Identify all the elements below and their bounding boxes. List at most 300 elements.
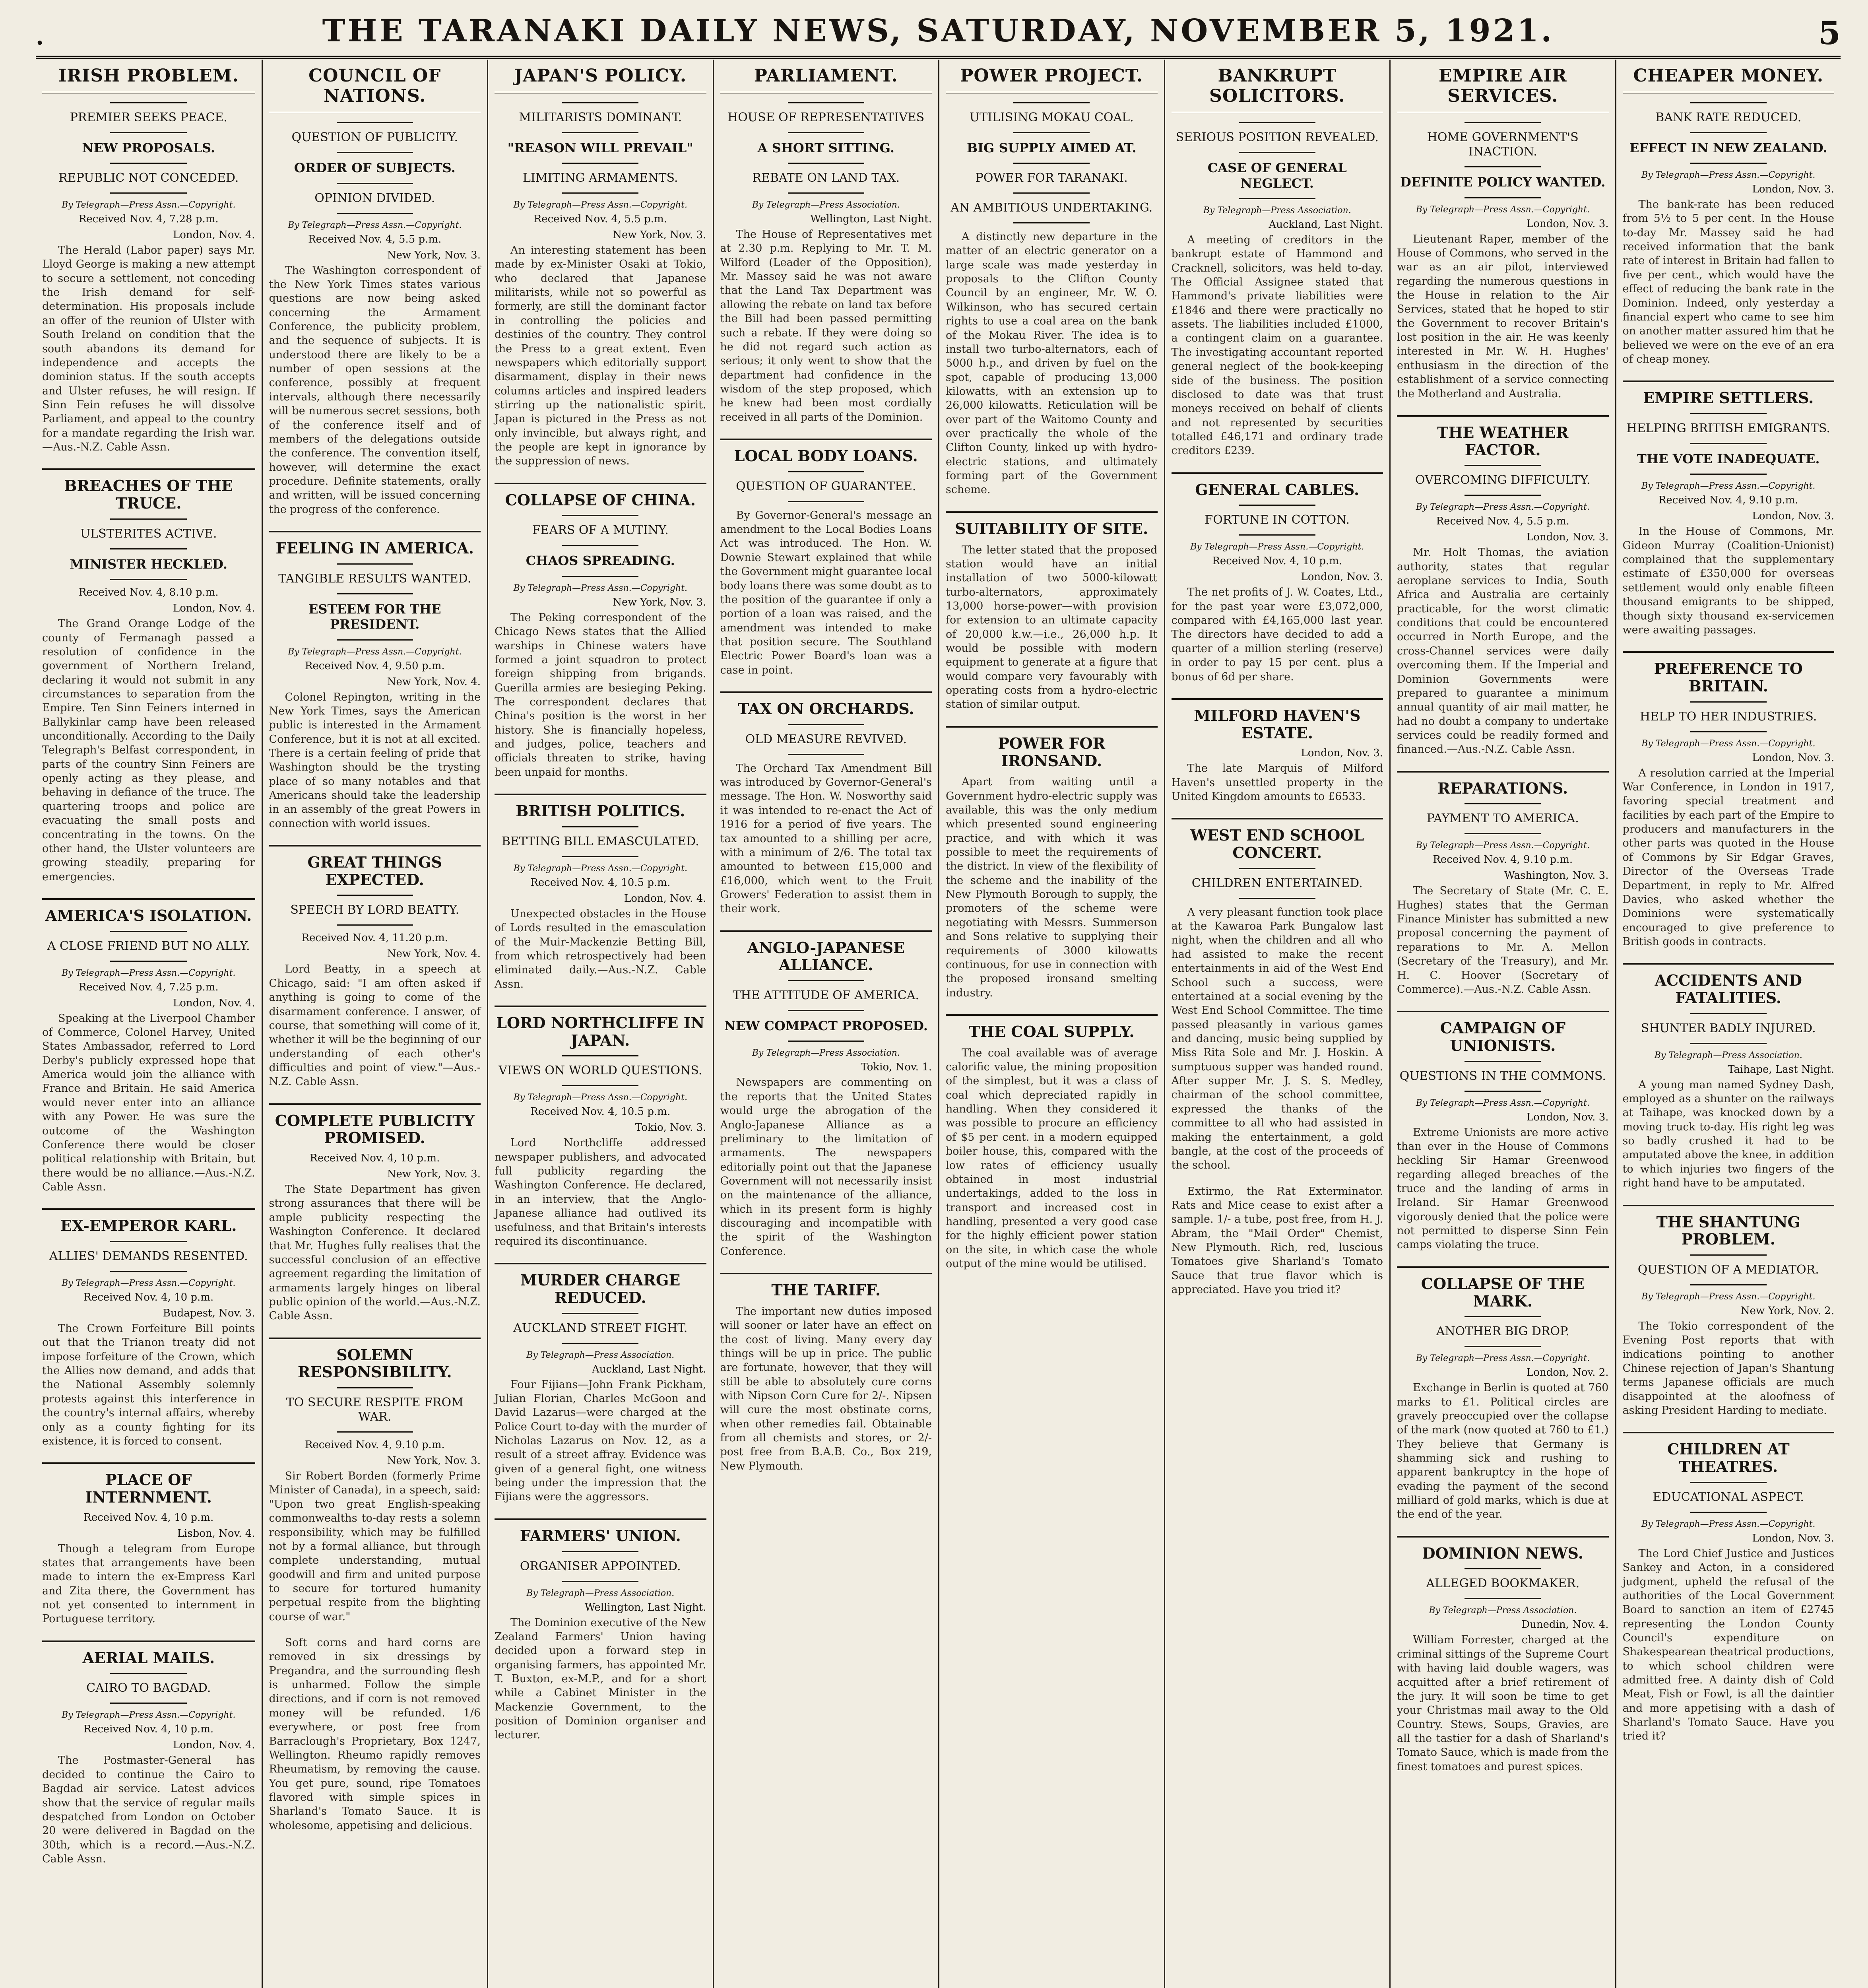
article xyxy=(495,1263,706,1504)
article xyxy=(495,1006,706,1248)
divider-rule xyxy=(788,192,864,194)
divider-rule xyxy=(337,563,413,565)
divider-rule xyxy=(1690,1482,1767,1483)
article-headline: ACCIDENTS AND FATALITIES. xyxy=(1623,963,1835,1006)
divider-rule xyxy=(337,1431,413,1433)
sub-headline: REBATE ON LAND TAX. xyxy=(752,171,900,185)
sub-headline: QUESTION OF GUARANTEE. xyxy=(736,479,916,493)
article-body: Sir Robert Borden (formerly Prime Minister of Canada), in a speech, said: "Upon two great English-speaking commonwealths to-day rests a solemn responsibility, which may be fulfilled not by a formal alliance, but through complete understanding, mutual goodwill and firm and united purpose to secure for tortured humanity perpetual respite from the blighting course of war." xyxy=(269,1470,481,1623)
column-3 xyxy=(487,60,713,1988)
newspaper-title: THE TARANAKI DAILY NEWS, SATURDAY, NOVEMBER 5, 1921. xyxy=(322,13,1554,49)
dateline: London, Nov. 4. xyxy=(173,602,255,615)
dateline: London, Nov. 4. xyxy=(173,997,255,1009)
divider-rule xyxy=(788,980,864,981)
article-body: The Dominion executive of the New Zealand Farmers' Union having decided upon a forward step in organising farmers, has appointed Mr. T. Buxton, ex-M.P., and for a short while a Cabinet Minister in the Mackenzie Government, to the position of Dominion organiser and lecturer. xyxy=(495,1616,706,1741)
dateline: London, Nov. 3. xyxy=(1752,510,1834,522)
column-1 xyxy=(36,60,262,1988)
divider-rule xyxy=(1013,102,1090,103)
divider-rule xyxy=(788,132,864,133)
divider-rule xyxy=(1239,152,1315,153)
divider-rule xyxy=(1465,1316,1541,1317)
article-body: Extirmo, the Rat Exterminator. Rats and Mice cease to exist after a sample. 1/- a tube, post free, from H. J. Abram, the "Mail Order" Chemist, New Plymouth. Rich, red, luscious Tomatoes give Sharland's Tomato Sauce that true flavor which is appreciated. Have you tried it? xyxy=(1171,1185,1383,1296)
dateline: London, Nov. 3. xyxy=(1752,751,1834,764)
divider-rule xyxy=(788,102,864,103)
divider-rule xyxy=(1465,495,1541,496)
dateline: New York, Nov. 3. xyxy=(387,249,481,261)
article-body: The Secretary of State (Mr. C. E. Hughes) states that the German Finance Minister has submitted a new proposal concerning the payment of reparations to Mr. A. Mellon (Secretary of the Treasury), and Mr. H. C. Hoover (Secretary of Commerce).—Aus.-N.Z. Cable Assn. xyxy=(1397,885,1609,996)
article xyxy=(720,62,932,424)
dateline: London, Nov. 3. xyxy=(1301,747,1383,759)
sub-headline: MINISTER HECKLED. xyxy=(70,556,227,572)
dateline: Tokio, Nov. 1. xyxy=(861,1061,932,1074)
divider-rule xyxy=(1239,898,1315,899)
sub-headline: CHILDREN ENTERTAINED. xyxy=(1191,876,1363,890)
sub-headline: ORGANISER APPOINTED. xyxy=(520,1559,681,1573)
press-credit: By Telegraph—Press Association. xyxy=(1429,1606,1577,1616)
sub-headline: LIMITING ARMAMENTS. xyxy=(523,171,678,185)
masthead xyxy=(36,9,1841,59)
dateline: London, Nov. 2. xyxy=(1526,1367,1609,1379)
article-body: The Peking correspondent of the Chicago News states that the Allied warships in Chinese waters have formed a joint squadron to protect foreign shipping from brigands. Guerilla armies are besieging Peking. The correspondent declares that China's position is the worst in her history. She is financially hopeless, and judges, police, teachers and officials threaten to strike, having been unpaid for months. xyxy=(495,611,706,779)
press-credit: By Telegraph—Press Assn.—Copyright. xyxy=(513,1093,687,1103)
received-time: Received Nov. 4, 10 p.m. xyxy=(1212,555,1342,567)
column-headline: BANKRUPT SOLICITORS. xyxy=(1172,62,1383,113)
sub-headline: TANGIBLE RESULTS WANTED. xyxy=(278,571,471,586)
article-body: Soft corns and hard corns are removed in six dressings by Pregandra, and the surrounding flesh is unharmed. Follow the simple directions, and if corn is not removed money will be refunded. 1/6 everywhere, or post free from Barraclough's Proprietary, Box 1247, Wellington. Rheumo rapidly removes Rheumatism, by removing the cause. You get pure, sound, ripe Tomatoes flavored with simple spices in Sharland's Tomato Sauce. It is wholesome, appetising and delicious. xyxy=(269,1637,481,1832)
article-headline: PLACE OF INTERNMENT. xyxy=(42,1462,255,1506)
article-body: Though a telegram from Europe states that arrangements have been made to intern the ex-Empress Karl and Zita there, the Government has not yet consented to internment in Portuguese territory. xyxy=(42,1542,255,1625)
article-body: A resolution carried at the Imperial War Conference, in London in 1917, favoring special treatment and facilities by each part of the Empire to producers and manufacturers in the other parts was quoted in the House of Commons by Sir Edgar Graves, Director of the Overseas Trade Department, in reply to Mr. Alfred Davies, who asked whether the Dominions were systematically encouraged to give preference to British goods in contracts. xyxy=(1622,767,1834,948)
press-credit: By Telegraph—Press Assn.—Copyright. xyxy=(62,968,236,978)
divider-rule xyxy=(1465,197,1541,198)
sub-headline: PREMIER SEEKS PEACE. xyxy=(70,110,227,124)
article-headline: POWER FOR IRONSAND. xyxy=(946,726,1158,769)
article-body: The Crown Forfeiture Bill points out that the Trianon treaty did not impose forfeiture of the Crown, which the Allies now demand, and adds that the National Assembly solemnly protests against this interference in the country's internal affairs, whereby only as a county fighting for its existence, it is forced to consent. xyxy=(42,1322,255,1447)
sub-headline: BETTING BILL EMASCULATED. xyxy=(501,834,699,848)
article-headline: BRITISH POLITICS. xyxy=(495,794,706,820)
divider-rule xyxy=(337,1387,413,1388)
column-headline: POWER PROJECT. xyxy=(946,62,1158,93)
divider-rule xyxy=(110,192,187,194)
sub-headline: POWER FOR TARANAKI. xyxy=(975,171,1128,185)
sub-headline: AN AMBITIOUS UNDERTAKING. xyxy=(950,200,1153,215)
article-body: Extreme Unionists are more active than ever in the House of Commons heckling Sir Hamar Greenwood regarding alleged breaches of the truce and the landing of arms in Ireland. Sir Hamar Greenwood vigorously denied that the police were not permitted to disperse Sinn Fein camps violating the truce. xyxy=(1397,1126,1609,1251)
dateline: New York, Nov. 4. xyxy=(387,948,481,960)
press-credit: By Telegraph—Press Assn.—Copyright. xyxy=(1416,1098,1590,1108)
dateline: London, Nov. 4. xyxy=(173,229,255,241)
sub-headline: QUESTION OF A MEDIATOR. xyxy=(1637,1262,1819,1277)
article xyxy=(269,1338,481,1624)
article-body: Apart from waiting until a Government hydro-electric supply was available, this was the only medium which presented sound engineering practice, and with which it was possible to meet the requirements of the district. In view of the flexibility of the scheme and the inability of the New Plymouth Borough to supply, the promoters of the scheme were negotiating with Messrs. Summerson and Sons relative to supplying their requirements of 3000 kilowatts continuous, for use in connection with the proposed ironsand smelting industry. xyxy=(946,776,1158,999)
divider-rule xyxy=(337,183,413,184)
received-time: Received Nov. 4, 7.25 p.m. xyxy=(78,981,219,993)
divider-rule xyxy=(562,1313,638,1314)
received-time: Received Nov. 4, 11.20 p.m. xyxy=(301,932,448,944)
dateline: Wellington, Last Night. xyxy=(584,1601,706,1613)
article xyxy=(946,511,1158,712)
divider-rule xyxy=(337,213,413,214)
article-headline: FARMERS' UNION. xyxy=(495,1518,706,1545)
article xyxy=(42,898,255,1194)
divider-rule xyxy=(1465,1598,1541,1599)
sub-headline: ORDER OF SUBJECTS. xyxy=(294,160,456,176)
dateline: Washington, Nov. 3. xyxy=(1504,870,1609,882)
article-body: The important new duties imposed will sooner or later have an effect on the cost of living. Many every day things will be up in price. The public are fortunate, however, that they will still be able to absolutely cure corns with Nipson Corn Cure for 2/-. Nipsen will cure the most obstinate corns, when other remedies fail. Obtainable from all chemists and stores, or 2/- post free from B.A.B. Co., Box 219, New Plymouth. xyxy=(720,1305,932,1472)
article-body: Unexpected obstacles in the House of Lords resulted in the emasculation of the Muir-Mackenzie Betting Bill, from which retrospectively had been eliminated daily.—Aus.-N.Z. Cable Assn. xyxy=(495,907,706,990)
press-credit: By Telegraph—Press Assn.—Copyright. xyxy=(1641,1519,1816,1529)
sub-headline: A CLOSE FRIEND BUT NO ALLY. xyxy=(47,939,250,953)
article xyxy=(495,794,706,991)
divider-rule xyxy=(562,1551,638,1552)
article xyxy=(1397,1266,1609,1522)
sub-headline: HOME GOVERNMENT'S INACTION. xyxy=(1427,130,1579,159)
article xyxy=(1397,62,1609,401)
article-headline: SUITABILITY OF SITE. xyxy=(946,511,1158,538)
sub-headline: VIEWS ON WORLD QUESTIONS. xyxy=(499,1064,702,1078)
divider-rule xyxy=(1013,192,1090,194)
divider-rule xyxy=(110,102,187,103)
article xyxy=(946,726,1158,1000)
divider-rule xyxy=(562,856,638,857)
divider-rule xyxy=(562,1085,638,1086)
divider-rule xyxy=(110,163,187,164)
sub-headline: EDUCATIONAL ASPECT. xyxy=(1653,1490,1804,1504)
newspaper-columns xyxy=(36,60,1841,1988)
received-time: Received Nov. 4, 7.28 p.m. xyxy=(78,213,219,225)
sub-headline: ANOTHER BIG DROP. xyxy=(1436,1324,1569,1339)
divider-rule xyxy=(110,961,187,962)
article xyxy=(720,1273,932,1473)
divider-rule xyxy=(110,1673,187,1674)
sub-headline: NEW COMPACT PROPOSED. xyxy=(724,1018,928,1034)
article xyxy=(42,62,255,454)
divider-rule xyxy=(337,924,413,926)
press-credit: By Telegraph—Press Assn.—Copyright. xyxy=(513,863,687,874)
article xyxy=(42,1462,255,1626)
divider-rule xyxy=(562,545,638,546)
divider-rule xyxy=(110,518,187,520)
article xyxy=(495,62,706,468)
sub-headline: REPUBLIC NOT CONCEDED. xyxy=(58,171,239,185)
press-credit: By Telegraph—Press Assn.—Copyright. xyxy=(1641,481,1816,491)
article-body: The Postmaster-General has decided to continue the Cairo to Bagdad air service. Latest advices show that the service of regular mails despatched from London on October 20 were delivered in Bagdad on the 30th, which is a record.—Aus.-N.Z. Cable Assn. xyxy=(42,1754,255,1865)
article xyxy=(1397,415,1609,757)
divider-rule xyxy=(110,1241,187,1242)
article-body: The bank-rate has been reduced from 5½ to 5 per cent. In the House to-day Mr. Massey said he had received information that the bank rate of interest in Britain had fallen to five per cent., which would have the effect of reducing the bank rate in the Dominion. Indeed, only yesterday a financial expert who came to see him on another matter assured him that he believed we were on the eve of an era of cheap money. xyxy=(1622,198,1834,365)
article-headline: REPARATIONS. xyxy=(1397,771,1609,797)
divider-rule xyxy=(337,152,413,153)
sub-headline: NEW PROPOSALS. xyxy=(82,140,215,155)
article xyxy=(42,1208,255,1448)
dateline: Taihape, Last Night. xyxy=(1728,1063,1834,1076)
divider-rule xyxy=(337,593,413,594)
sub-headline: HELPING BRITISH EMIGRANTS. xyxy=(1626,421,1830,435)
article-headline: CHILDREN AT THEATRES. xyxy=(1623,1432,1835,1475)
article-headline: COLLAPSE OF THE MARK. xyxy=(1397,1266,1609,1310)
sub-headline: CAIRO TO BAGDAD. xyxy=(86,1681,211,1695)
dateline: New York, Nov. 2. xyxy=(1740,1305,1834,1317)
sub-headline: SERIOUS POSITION REVEALED. xyxy=(1176,130,1379,145)
press-credit: By Telegraph—Press Association. xyxy=(752,200,900,210)
divider-rule xyxy=(1239,534,1315,536)
dateline: Budapest, Nov. 3. xyxy=(163,1307,255,1320)
press-credit: By Telegraph—Press Assn.—Copyright. xyxy=(513,583,687,593)
dateline: London, Nov. 3. xyxy=(1752,1532,1834,1544)
article xyxy=(42,468,255,884)
divider-rule xyxy=(562,576,638,577)
article-headline: THE SHANTUNG PROBLEM. xyxy=(1623,1205,1835,1248)
article xyxy=(269,845,481,1089)
sub-headline: THE VOTE INADEQUATE. xyxy=(1637,451,1820,466)
divider-rule xyxy=(337,122,413,123)
article-body: A young man named Sydney Dash, employed as a shunter on the railways at Taihape, was knocked down by a moving truck to-day. His right leg was so badly crushed it had to be amputated above the knee, in addition to which injuries two fingers of the right hand have to be amputated. xyxy=(1622,1078,1834,1190)
press-credit: By Telegraph—Press Assn.—Copyright. xyxy=(288,646,462,657)
article-headline: FEELING IN AMERICA. xyxy=(269,531,481,557)
article-body: In the House of Commons, Mr. Gideon Murray (Coalition-Unionist) complained that the supplementary estimate of £350,000 for overseas settlement would only enable fifteen thousand emigrants to be shipped, though sixty thousand ex-servicemen were awaiting passages. xyxy=(1622,525,1834,636)
column-headline: COUNCIL OF NATIONS. xyxy=(269,62,481,113)
divider-rule xyxy=(788,1010,864,1011)
article-body: Mr. Holt Thomas, the aviation authority, states that regular aeroplane services to India, South Africa and Australia are certainly practicable, for the worst climatic conditions that could be encountered occurred in North Europe, and the cross-Channel services were daily overcoming them. If the Imperial and Dominion Governments were prepared to guarantee a minimum annual quantity of air mail matter, he had no doubt a company to undertake services could be readily formed and financed.—Aus.-N.Z. Cable Assn. xyxy=(1397,546,1609,756)
sub-headline: OVERCOMING DIFFICULTY. xyxy=(1415,473,1591,487)
article xyxy=(1397,1536,1609,1774)
article-headline: SOLEMN RESPONSIBILITY. xyxy=(269,1338,481,1381)
article-body: Exchange in Berlin is quoted at 760 marks to £1. Political circles are gravely preoccupied over the collapse of the mark (now quoted at 760 to £1.) They believe that Germany is shamming sick and rushing to apparent bankruptcy in the hope of evading the payment of the second milliard of gold marks, which is due at the end of the year. xyxy=(1397,1382,1609,1521)
press-credit: By Telegraph—Press Assn.—Copyright. xyxy=(62,200,236,210)
received-time: Received Nov. 4, 8.10 p.m. xyxy=(78,586,219,599)
press-credit: By Telegraph—Press Assn.—Copyright. xyxy=(513,200,687,210)
column-6 xyxy=(1164,60,1390,1988)
article-body: The Herald (Labor paper) says Mr. Lloyd George is making a new attempt to secure a settlement, not conceding the Irish demand for self-determination. His proposals include an offer of the reunion of Ulster with South Ireland on condition that the south abandons its demand for independence and accepts the dominion status. If the south accepts and Ulster refuses, he will resign. If Sinn Fein refuses he will dissolve Parliament, and appeal to the country for a mandate regarding the Irish war.—Aus.-N.Z. Cable Assn. xyxy=(42,244,255,454)
received-time: Received Nov. 4, 5.5 p.m. xyxy=(1436,515,1569,528)
article xyxy=(495,1518,706,1742)
article-body: William Forrester, charged at the criminal sittings of the Supreme Court with having laid double wagers, was acquitted after a brief retirement of the jury. It will soon be time to get your Christmas mail away to the Old Country. Stews, Soups, Gravies, are all the tastier for a dash of Sharland's Tomato Sauce, which is made from the finest tomatoes and purest spices. xyxy=(1397,1634,1609,1773)
article-headline: MILFORD HAVEN'S ESTATE. xyxy=(1172,698,1383,742)
article-headline: AERIAL MAILS. xyxy=(42,1640,255,1667)
sub-headline: DEFINITE POLICY WANTED. xyxy=(1400,175,1606,190)
article-body: Lieutenant Raper, member of the House of Commons, who served in the war as an air pilot, interviewed regarding the numerous questions in the House in relation to the Air Services, stated that he hoped to stir the Government to recover Britain's lost position in the air. He was keenly interested in Mr. W. H. Hughes' enthusiasm in the direction of the establishment of a service connecting the Motherland and Australia. xyxy=(1397,233,1609,400)
press-credit: By Telegraph—Press Assn.—Copyright. xyxy=(1641,738,1816,749)
divider-rule xyxy=(788,724,864,725)
column-5 xyxy=(938,60,1164,1988)
article xyxy=(1623,963,1835,1190)
received-time: Received Nov. 4, 10 p.m. xyxy=(83,1723,214,1736)
divider-rule xyxy=(1690,474,1767,475)
divider-rule xyxy=(1239,505,1315,506)
divider-rule xyxy=(110,1271,187,1272)
press-credit: By Telegraph—Press Assn.—Copyright. xyxy=(1416,1353,1590,1364)
article xyxy=(1623,1432,1835,1743)
sub-headline: "REASON WILL PREVAIL" xyxy=(507,140,693,155)
column-4 xyxy=(713,60,939,1988)
article-headline: COMPLETE PUBLICITY PROMISED. xyxy=(269,1103,481,1147)
article-body: The net profits of J. W. Coates, Ltd., for the past year were £3,072,000, compared with £4,165,000 last year. The directors have decided to add a quarter of a million sterling (reserve) in order to pay 15 per cent. plus a bonus of 6d per share. xyxy=(1171,586,1383,683)
divider-rule xyxy=(562,1055,638,1056)
received-time: Received Nov. 4, 10.5 p.m. xyxy=(530,876,671,889)
article-body: The late Marquis of Milford Haven's unsettled property in the United Kingdom amounts to £6533. xyxy=(1171,762,1383,803)
article xyxy=(720,930,932,1258)
article xyxy=(1397,1011,1609,1252)
sub-headline: SPEECH BY LORD BEATTY. xyxy=(290,903,460,917)
press-credit: By Telegraph—Press Association. xyxy=(752,1048,900,1058)
divider-rule xyxy=(110,132,187,133)
divider-rule xyxy=(788,754,864,755)
dateline: New York, Nov. 4. xyxy=(387,676,481,688)
divider-rule xyxy=(562,192,638,194)
divider-rule xyxy=(1465,166,1541,167)
sub-headline: MILITARISTS DOMINANT. xyxy=(519,110,682,124)
divider-rule xyxy=(1465,122,1541,123)
press-credit: By Telegraph—Press Assn.—Copyright. xyxy=(1416,841,1590,851)
article xyxy=(1172,472,1383,684)
article xyxy=(1623,651,1835,949)
column-headline: IRISH PROBLEM. xyxy=(42,62,255,93)
divider-rule xyxy=(1690,163,1767,164)
press-credit: By Telegraph—Press Assn.—Copyright. xyxy=(1641,1291,1816,1302)
sub-headline: OLD MEASURE REVIVED. xyxy=(745,732,907,746)
divider-rule xyxy=(788,501,864,502)
article xyxy=(269,62,481,516)
article-body: By Governor-General's message an amendment to the Local Bodies Loans Act was introduced. The Hon. W. Downie Stewart explained that while the Government might guarantee local body loans there was some doubt as to the position of the guarantee if only a portion of a loan was raised, and the amendment was intended to make that position secure. The Southland Electric Power Board's loan was a case in point. xyxy=(720,509,932,676)
divider-rule xyxy=(1465,833,1541,834)
divider-rule xyxy=(788,1041,864,1042)
divider-rule xyxy=(110,931,187,932)
article-headline: THE TARIFF. xyxy=(720,1273,932,1299)
received-time: Received Nov. 4, 9.10 p.m. xyxy=(1658,494,1798,507)
article-body: Newspapers are commenting on the reports that the United States would urge the abrogation of the Anglo-Japanese Alliance as a preliminary to the limitation of armaments. The newspapers editorially point out that the Japanese Government will not necessarily insist on the maintenance of the alliance, which in its present form is highly discouraging and incompatible with the spirit of the Washington Conference. xyxy=(720,1076,932,1258)
article-body: Lord Northcliffe addressed newspaper publishers, and advocated full publicity regarding the Washington Conference. He declared, in an interview, that the Anglo-Japanese alliance had outlived its usefulness, and that Britain's interests required its discontinuance. xyxy=(495,1137,706,1248)
sub-headline: QUESTION OF PUBLICITY. xyxy=(291,130,458,145)
dateline: London, Nov. 3. xyxy=(1526,217,1609,230)
sub-headline: A SHORT SITTING. xyxy=(757,140,894,155)
divider-rule xyxy=(1465,1091,1541,1092)
sub-headline: CHAOS SPREADING. xyxy=(526,553,675,569)
press-credit: By Telegraph—Press Assn.—Copyright. xyxy=(1416,204,1590,215)
sub-headline: ESTEEM FOR THE PRESIDENT. xyxy=(308,601,441,632)
press-credit: By Telegraph—Press Assn.—Copyright. xyxy=(62,1278,236,1289)
column-headline: EMPIRE AIR SERVICES. xyxy=(1397,62,1609,113)
press-credit: By Telegraph—Press Assn.—Copyright. xyxy=(1416,502,1590,513)
sub-headline: TO SECURE RESPITE FROM WAR. xyxy=(286,1396,464,1424)
dateline: Lisbon, Nov. 4. xyxy=(177,1527,255,1540)
article-headline: GENERAL CABLES. xyxy=(1172,472,1383,499)
article xyxy=(269,531,481,831)
dateline: Auckland, Last Night. xyxy=(592,1363,706,1375)
sub-headline: ALLIES' DEMANDS RESENTED. xyxy=(49,1249,248,1264)
column-headline: JAPAN'S POLICY. xyxy=(495,62,706,93)
dateline: New York, Nov. 3. xyxy=(613,229,706,241)
article xyxy=(1172,818,1383,1172)
divider-rule xyxy=(1690,413,1767,414)
article-body: An interesting statement has been made by ex-Minister Osaki at Tokio, who declared that Japanese militarists, while not so powerful as formerly, are still the dominant factor in controlling the policies and destinies of the country. They control the Press to a great extent. Even newspapers which editorially support disarmament, display in their news columns articles and inspired leaders stirring up the nationalistic spirit. Japan is pictured in the Press as not only invincible, but always right, and the people are kept in ignorance by the suppression of news. xyxy=(495,244,706,468)
article-body: A very pleasant function took place at the Kawaroa Park Bungalow last night, when the children and all who had assisted to make the recent entertainments in aid of the West End School such a success, were entertained at a social evening by the West End School Committee. The time passed pleasantly in various games and dancing, music being supplied by Miss Rita Sole and Mr. J. Hoskin. A sumptuous supper was handed round. After supper Mr. J. S. S. Medley, chairman of the school committee, expressed the thanks of the committee to all who had assisted in making the entertainment, a gold bangle, at the cost of the proceeds of the school. xyxy=(1171,906,1383,1172)
article xyxy=(269,1636,481,1833)
divider-rule xyxy=(1690,1284,1767,1285)
article-body: The Washington correspondent of the New York Times states various questions are now being asked concerning the Armament Conference, the publicity problem, and the sequence of subjects. It is understood there are likely to be a number of open sessions at the conference, possibly at frequent intervals, although there necessarily will be numerous secret sessions, both of the conference itself and of members of the delegations outside the conference. The convention itself, however, will determine the exact procedure. Definite statements, orally and written, will be issued concerning the progress of the conference. xyxy=(269,264,481,516)
divider-rule xyxy=(788,471,864,472)
article xyxy=(1623,1205,1835,1418)
received-time: Received Nov. 4, 9.10 p.m. xyxy=(1433,854,1573,866)
sub-headline: ALLEGED BOOKMAKER. xyxy=(1426,1576,1580,1591)
article xyxy=(1397,771,1609,997)
divider-rule xyxy=(1239,868,1315,869)
divider-rule xyxy=(337,895,413,896)
received-time: Received Nov. 4, 5.5 p.m. xyxy=(533,213,667,225)
page-number: 5 xyxy=(1818,14,1841,52)
sub-headline: BANK RATE REDUCED. xyxy=(1655,110,1802,124)
article-body: Colonel Repington, writing in the New York Times, says the American public is interested in the Armament Conference, but it is not at all excited. There is a certain feeling of pride that Washington should be the trysting place of so many notables and that Americans should take the leadership in an assembly of the great Powers in connection with world issues. xyxy=(269,691,481,830)
article-headline: AMERICA'S ISOLATION. xyxy=(42,898,255,924)
divider-rule xyxy=(1013,163,1090,164)
sub-headline: OPINION DIVIDED. xyxy=(314,191,435,205)
divider-rule xyxy=(562,1343,638,1344)
divider-rule xyxy=(337,639,413,641)
dateline: London, Nov. 3. xyxy=(1526,1111,1609,1123)
divider-rule xyxy=(562,826,638,827)
divider-rule xyxy=(1690,701,1767,703)
dateline: London, Nov. 3. xyxy=(1752,183,1834,195)
sub-headline: AUCKLAND STREET FIGHT. xyxy=(513,1321,688,1335)
divider-rule xyxy=(562,1581,638,1582)
article-headline: TAX ON ORCHARDS. xyxy=(720,691,932,718)
sub-headline: FORTUNE IN COTTON. xyxy=(1205,513,1350,527)
divider-rule xyxy=(1690,1013,1767,1014)
press-credit: By Telegraph—Press Association. xyxy=(526,1588,675,1598)
article xyxy=(495,483,706,779)
article-body: The letter stated that the proposed station would have an initial installation of two 5000-kilowatt turbo-alternators, approximately 13,000 horse-power—with provision for extension to an ultimate capacity of 20,000 k.w.—i.e., 26,000 h.p. It would be possible with modern equipment to generate at a figure that would compare very favourably with operating costs from a hydro-electric station of similar output. xyxy=(946,544,1158,711)
dateline: London, Nov. 3. xyxy=(1301,571,1383,583)
article-headline: GREAT THINGS EXPECTED. xyxy=(269,845,481,888)
received-time: Received Nov. 4, 5.5 p.m. xyxy=(308,233,442,245)
article-body: The State Department has given strong assurances that there will be ample publicity respecting the Washington Conference. It declared that Mr. Hughes fully realises that the successful conclusion of an effective agreement regarding the limitation of armaments largely hinges on liberal public opinion of the world.—Aus.-N.Z. Cable Assn. xyxy=(269,1183,481,1322)
article-headline: THE COAL SUPPLY. xyxy=(946,1014,1158,1041)
article-body: The Tokio correspondent of the Evening Post reports that with indications pointing to another Chinese rejection of Japan's Shantung terms Japanese officials are much disappointed at the aloofness of asking President Harding to mediate. xyxy=(1622,1320,1834,1417)
divider-rule xyxy=(1690,1254,1767,1256)
article-headline: EMPIRE SETTLERS. xyxy=(1623,381,1835,407)
received-time: Received Nov. 4, 10 p.m. xyxy=(83,1511,214,1524)
article-headline: LORD NORTHCLIFFE IN JAPAN. xyxy=(495,1006,706,1049)
article-body: Speaking at the Liverpool Chamber of Commerce, Colonel Harvey, United States Ambassador, referred to Lord Derby's publicly expressed hope that America would join the alliance with France and Britain. He said America would never enter into an alliance with any Power. He was sure the outcome of the Washington Conference there would be closer political relationship with Britain, but there would be no alliance.—Aus.-N.Z. Cable Assn. xyxy=(42,1012,255,1193)
article-headline: PREFERENCE TO BRITAIN. xyxy=(1623,651,1835,695)
sub-headline: EFFECT IN NEW ZEALAND. xyxy=(1629,140,1827,155)
sub-headline: UTILISING MOKAU COAL. xyxy=(969,110,1134,124)
sub-headline: CASE OF GENERAL NEGLECT. xyxy=(1207,160,1347,191)
dateline: Wellington, Last Night. xyxy=(810,213,932,225)
dateline: New York, Nov. 3. xyxy=(387,1455,481,1467)
divider-rule xyxy=(1465,1346,1541,1347)
dateline: Tokio, Nov. 3. xyxy=(635,1122,706,1134)
article-body: The Grand Orange Lodge of the county of Fermanagh passed a resolution of confidence in the government of Northern Ireland, declaring it would not submit in any circumstances to separation from the Empire. Ten Sinn Feiners interned in Ballykinlar camp have been released unconditionally. According to the Daily Telegraph's Belfast correspondent, in parts of the country Sinn Feiners are openly acting as they please, and behaving in defiance of the truce. The quartering troops and police are evacuating the small posts and concentrating in the towns. On the other hand, the Ulster volunteers are growing steadily, preparing for emergencies. xyxy=(42,617,255,883)
press-credit: By Telegraph—Press Association. xyxy=(1203,205,1351,215)
article-headline: DOMINION NEWS. xyxy=(1397,1536,1609,1562)
article-body: The House of Representatives met at 2.30 p.m. Replying to Mr. T. M. Wilford (Leader of the Opposition), Mr. Massey said he was not aware that the Land Tax Department was allowing the rebate on land tax before the Bill had been passed permitting such a rebate. If they were doing so he did not regard such action as serious; it only went to show that the department had confidence in the wisdom of the step proposed, which he knew had been most cordially received in all parts of the Dominion. xyxy=(720,228,932,423)
article xyxy=(720,439,932,677)
article xyxy=(1623,62,1835,366)
article-body: Lord Beatty, in a speech at Chicago, said: "I am often asked if anything is going to come of the disarmament conference. I answer, of course, that something will come of it, whether it will be the beginning of our understanding of each other's difficulties and point of view."—Aus.-N.Z. Cable Assn. xyxy=(269,963,481,1088)
article xyxy=(946,1014,1158,1271)
dateline: New York, Nov. 3. xyxy=(613,596,706,608)
article-headline: BREACHES OF THE TRUCE. xyxy=(42,468,255,512)
divider-rule xyxy=(562,102,638,103)
press-credit: By Telegraph—Press Assn.—Copyright. xyxy=(1190,542,1364,552)
divider-rule xyxy=(1465,1061,1541,1062)
dateline: London, Nov. 4. xyxy=(173,1739,255,1751)
article-body: A distinctly new departure in the matter of an electric generator on a large scale was made yesterday in proposals to the Clifton County Council by an engineer, Mr. W. O. Wilkinson, who has secured certain rights to use a coal area on the bank of the Mokau River. The idea is to install two turbo-alternators, each of 5000 h.p., and driven by fuel on the spot, capable of producing 13,000 kilowatts, with an extension up to 26,000 kilowatts. Reticulation will be over part of the Waitomo County and over practically the whole of the Clifton County, linked up with hydro-electric stations, and ultimately forming part of the Government scheme. xyxy=(946,230,1158,496)
article xyxy=(720,691,932,916)
divider-rule xyxy=(1465,465,1541,466)
sub-headline: ULSTERITES ACTIVE. xyxy=(80,526,217,541)
article-body: The Lord Chief Justice and Justices Sankey and Acton, in a considered judgment, upheld the refusal of the authorities of the Local Government Board to sanction an item of £2745 representing the London County Council's expenditure on Shakespearean theatrical productions, to which school children were admitted free. A dainty dish of Cold Meat, Fish or Fowl, is all the daintier and more appetising with a dash of Sharland's Tomato Sauce. Have you tried it? xyxy=(1622,1547,1834,1743)
divider-rule xyxy=(562,163,638,164)
